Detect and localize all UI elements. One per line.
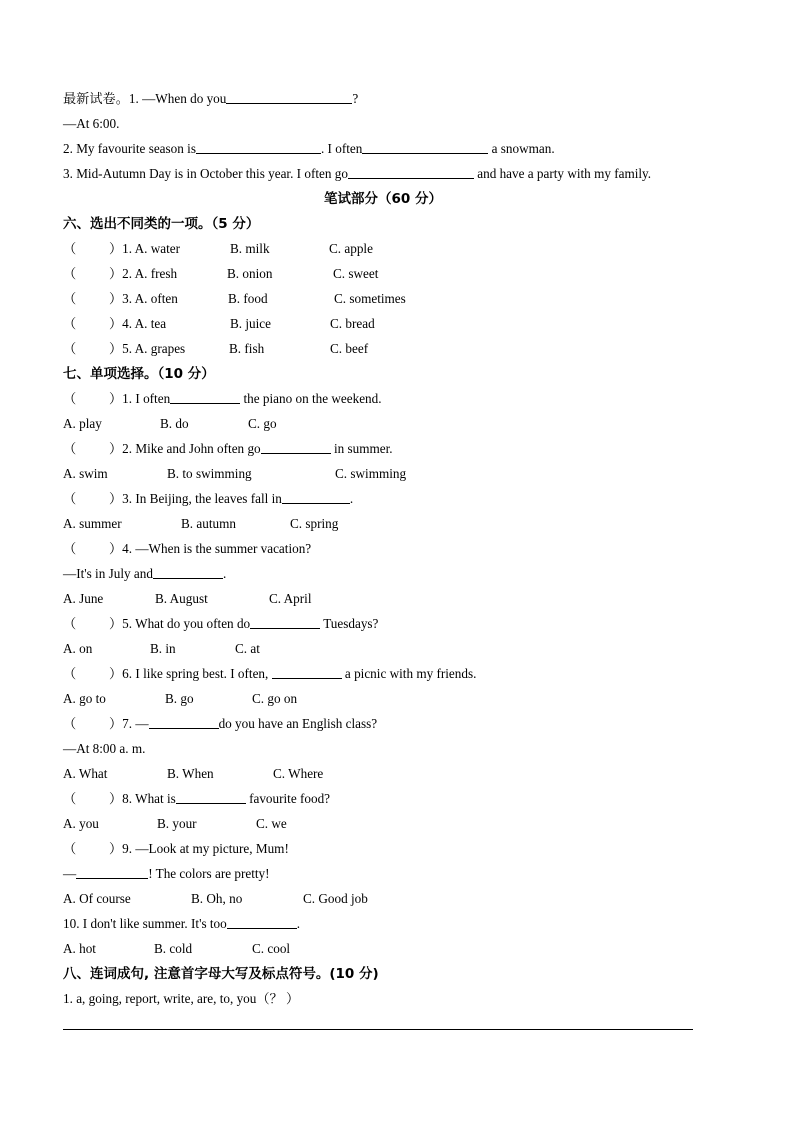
mc-options-6 <box>63 688 703 713</box>
mc-options-4 <box>63 588 703 613</box>
mc-question-8: （ ）8. What is favourite food? <box>63 788 703 813</box>
exam-page <box>63 88 703 1013</box>
mc-question-5: （ ）5. What do you often do Tuesdays? <box>63 613 703 638</box>
option-b: B. in <box>150 641 176 656</box>
answer-paren[interactable]: （ <box>63 616 77 631</box>
odd-one-out-item: （ ）5. A. grapes B. fish C. beef <box>63 338 703 363</box>
answer-blank[interactable] <box>261 439 331 454</box>
answer-blank[interactable] <box>176 789 246 804</box>
mc-options-10 <box>63 938 703 963</box>
section-6-title: 六、选出不同类的一项。（5 分） <box>63 216 260 232</box>
question-text: ? <box>352 91 359 106</box>
answer-paren[interactable]: （ <box>63 791 77 806</box>
mc-options-9 <box>63 888 703 913</box>
answer-paren[interactable]: （ <box>63 291 77 306</box>
odd-one-out-item: （ ）3. A. often B. food C. sometimes <box>63 288 703 313</box>
answer-blank[interactable] <box>149 714 219 729</box>
question-text: 最新试卷。1. —When do you <box>63 91 227 106</box>
answer-blank[interactable] <box>226 89 352 104</box>
answer-paren[interactable]: （ <box>63 666 77 681</box>
fill-q3 <box>63 163 703 188</box>
option-c: C. spring <box>290 516 339 531</box>
answer-blank[interactable] <box>272 664 342 679</box>
option-b: B. When <box>167 766 214 781</box>
option-b: B. Oh, no <box>191 891 243 906</box>
answer-paren[interactable]: （ <box>63 316 77 331</box>
answer-blank[interactable] <box>227 914 297 929</box>
answer-paren[interactable]: （ <box>63 541 77 556</box>
option-a: A. hot <box>63 941 96 956</box>
reply-text: —At 6:00. <box>63 116 120 131</box>
odd-one-out-item: （ ）2. A. fresh B. onion C. sweet <box>63 263 703 288</box>
answer-blank[interactable] <box>250 614 320 629</box>
option-c: C. beef <box>330 341 369 356</box>
option-b: B. fish <box>229 341 265 356</box>
option-c: C. April <box>269 591 312 606</box>
option-b: B. juice <box>230 316 272 331</box>
option-a: A. summer <box>63 516 122 531</box>
answer-blank[interactable] <box>196 139 321 154</box>
option-a: A. on <box>63 641 93 656</box>
option-c: C. go on <box>252 691 298 706</box>
option-c: C. at <box>235 641 260 656</box>
option-b: B. to swimming <box>167 466 252 481</box>
mc-question-1: （ ）1. I often the piano on the weekend. <box>63 388 703 413</box>
answer-blank[interactable] <box>362 139 488 154</box>
option-b: B. do <box>160 416 189 431</box>
option-b: B. go <box>165 691 194 706</box>
question-text: 2. My favourite season is <box>63 141 196 156</box>
answer-blank[interactable] <box>170 389 240 404</box>
option-a: A. June <box>63 591 104 606</box>
answer-paren[interactable]: （ <box>63 341 77 356</box>
answer-paren[interactable]: （ <box>63 841 77 856</box>
option-c: C. swimming <box>335 466 407 481</box>
mc-question-9: （ ）9. —Look at my picture, Mum! <box>63 838 703 863</box>
section-7-title: 七、单项选择。（10 分） <box>63 366 215 382</box>
option-a: A. Of course <box>63 891 131 906</box>
mc-question-6: （ ）6. I like spring best. I often, a picnic with my friends. <box>63 663 703 688</box>
answer-paren[interactable]: （ <box>63 391 77 406</box>
option-b: B. milk <box>230 241 270 256</box>
mc-options-3 <box>63 513 703 538</box>
option-a: A. go to <box>63 691 106 706</box>
mc-question-7-reply: —At 8:00 a. m. <box>63 741 146 756</box>
mc-question-2: （ ）2. Mike and John often go in summer. <box>63 438 703 463</box>
mc-options-1 <box>63 413 703 438</box>
question-text: 3. Mid-Autumn Day is in October this year. I often go <box>63 166 348 181</box>
option-c: C. Where <box>273 766 324 781</box>
question-text: . I often <box>320 141 363 156</box>
answer-paren[interactable]: （ <box>63 441 77 456</box>
mc-options-2 <box>63 463 703 488</box>
fill-q1-reply <box>63 113 703 138</box>
mc-options-7 <box>63 763 703 788</box>
option-c: C. bread <box>330 316 375 331</box>
mc-question-10: 10. I don't like summer. It's too . <box>63 916 301 931</box>
answer-paren[interactable]: （ <box>63 241 77 256</box>
written-part-title: 笔试部分（60 分） <box>324 191 442 207</box>
fill-q2 <box>63 138 703 163</box>
option-a: A. What <box>63 766 108 781</box>
sentence-q1: 1. a, going, report, write, are, to, you（？ ） <box>63 991 300 1006</box>
answer-blank[interactable] <box>282 489 350 504</box>
answer-paren[interactable]: （ <box>63 716 77 731</box>
answer-writing-line[interactable] <box>63 1029 693 1030</box>
answer-blank[interactable] <box>153 564 223 579</box>
mc-options-8 <box>63 813 703 838</box>
option-c: C. Good job <box>303 891 368 906</box>
section-8-title: 八、连词成句, 注意首字母大写及标点符号。(10 分) <box>63 966 379 982</box>
mc-question-9-reply: — ! The colors are pretty! <box>63 866 270 881</box>
mc-question-4-reply: —It's in July and . <box>63 566 227 581</box>
question-text: and have a party with my family. <box>473 166 652 181</box>
fill-q1 <box>63 88 703 113</box>
mc-question-7: （ ）7. — do you have an English class? <box>63 713 703 738</box>
option-a: A. swim <box>63 466 108 481</box>
option-c: C. go <box>248 416 277 431</box>
option-b: B. onion <box>227 266 273 281</box>
mc-question-3: （ ）3. In Beijing, the leaves fall in . <box>63 488 703 513</box>
option-b: B. food <box>228 291 268 306</box>
answer-blank[interactable] <box>76 864 148 879</box>
odd-one-out-item: （ ）4. A. tea B. juice C. bread <box>63 313 703 338</box>
option-b: B. cold <box>154 941 193 956</box>
answer-blank[interactable] <box>348 164 474 179</box>
question-text: a snowman. <box>488 141 555 156</box>
option-c: C. cool <box>252 941 291 956</box>
option-c: C. sweet <box>333 266 379 281</box>
mc-question-4: （ ）4. —When is the summer vacation? <box>63 538 703 563</box>
option-a: A. you <box>63 816 99 831</box>
mc-options-5 <box>63 638 703 663</box>
option-c: C. apple <box>329 241 373 256</box>
option-c: C. we <box>256 816 287 831</box>
answer-paren[interactable]: （ <box>63 266 77 281</box>
option-c: C. sometimes <box>334 291 406 306</box>
option-b: B. your <box>157 816 197 831</box>
odd-one-out-item: （ ）1. A. water B. milk C. apple <box>63 238 703 263</box>
option-b: B. August <box>155 591 208 606</box>
option-a: A. play <box>63 416 102 431</box>
option-b: B. autumn <box>181 516 236 531</box>
answer-paren[interactable]: （ <box>63 491 77 506</box>
